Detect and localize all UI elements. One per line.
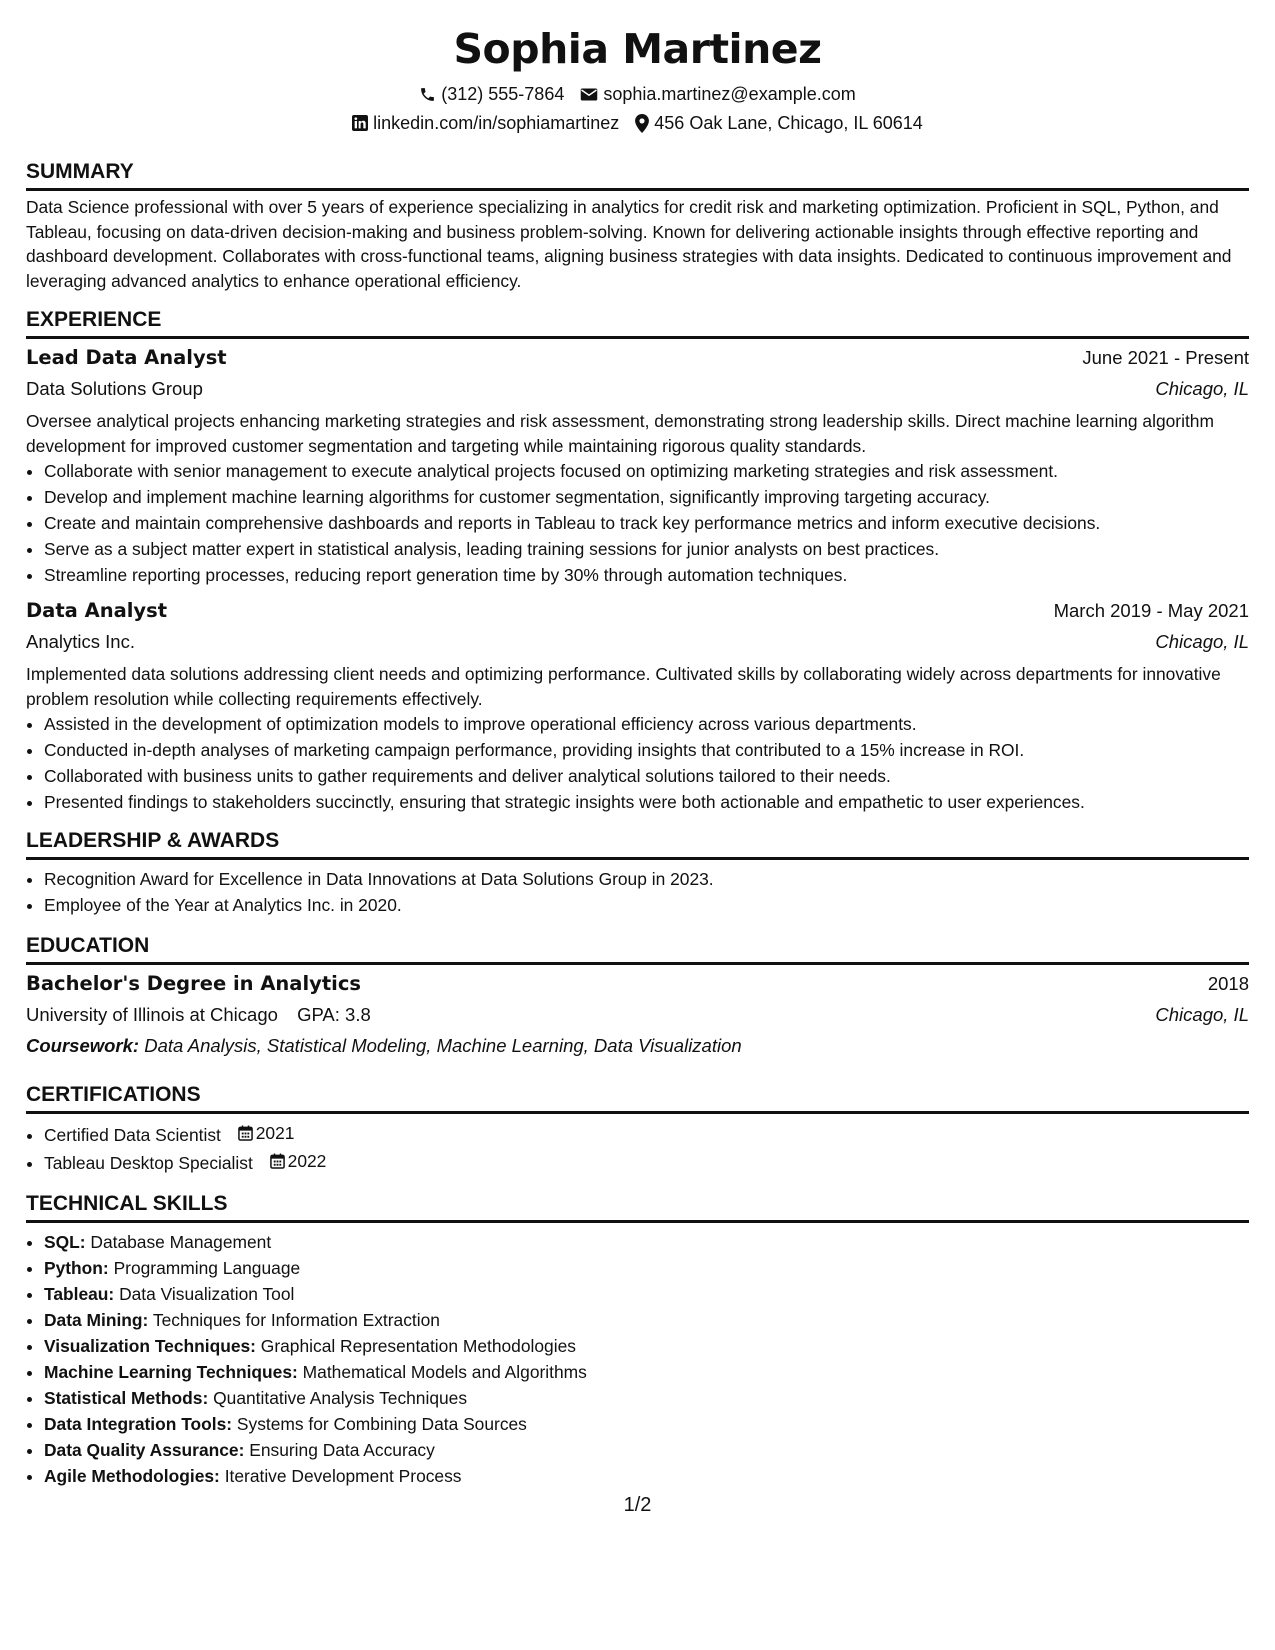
- awards-list: [26, 866, 1249, 918]
- linkedin-url[interactable]: linkedin.com/in/sophiamartinez: [373, 113, 620, 133]
- skill-description: Ensuring Data Accuracy: [249, 1440, 435, 1460]
- envelope-icon: [580, 87, 598, 102]
- email-address[interactable]: sophia.martinez@example.com: [603, 84, 856, 104]
- experience-section: [26, 306, 1249, 815]
- job-bullet: • Presented findings to stakeholders succinctly, ensuring that strategic insights were both actionable and empathetic to user experiences.: [44, 789, 1249, 815]
- school-info: [26, 999, 371, 1031]
- contact-line-1: [26, 81, 1249, 107]
- job-subheader: [26, 626, 1249, 658]
- linkedin-icon: [352, 115, 368, 131]
- job-subheader: [26, 373, 1249, 405]
- gpa: GPA: 3.8: [297, 1004, 371, 1025]
- job-location: Chicago, IL: [1155, 631, 1249, 652]
- skill-name: Data Quality Assurance:: [44, 1440, 245, 1460]
- skill-item: [44, 1281, 1249, 1307]
- job-bullet: • Develop and implement machine learning algorithms for customer segmentation, significantly improving targeting accuracy.: [44, 484, 1249, 510]
- coursework: [26, 1031, 1249, 1061]
- phone-contact: [419, 81, 564, 107]
- skill-item: [44, 1255, 1249, 1281]
- job-description: Implemented data solutions addressing client needs and optimizing performance. Cultivated skills by collaborating widely across departments for innovative problem resolution while collecting requirements effectively.: [26, 664, 1221, 709]
- skill-item: [44, 1333, 1249, 1359]
- skill-item: [44, 1229, 1249, 1255]
- summary-heading: SUMMARY: [26, 158, 1249, 191]
- certification-year: 2021: [255, 1123, 295, 1143]
- skill-name: Python:: [44, 1258, 109, 1278]
- email-contact[interactable]: [580, 81, 855, 107]
- address-contact: [635, 110, 923, 136]
- street-address: 456 Oak Lane, Chicago, IL 60614: [654, 113, 923, 133]
- job-title: Data Analyst: [26, 599, 168, 622]
- education-heading: EDUCATION: [26, 932, 1249, 965]
- skill-name: SQL:: [44, 1232, 86, 1252]
- certification-name: Tableau Desktop Specialist: [44, 1153, 253, 1173]
- skill-name: Tableau:: [44, 1284, 115, 1304]
- experience-heading: EXPERIENCE: [26, 306, 1249, 339]
- coursework-list: Data Analysis, Statistical Modeling, Machine Learning, Data Visualization: [144, 1035, 742, 1056]
- page-number: 1/2: [623, 1494, 652, 1516]
- award-item: • Recognition Award for Excellence in Data Innovations at Data Solutions Group in 2023.: [44, 866, 1249, 892]
- job-bullet: • Collaborate with senior management to execute analytical projects focused on optimizing marketing strategies and risk assessment.: [44, 458, 1249, 484]
- skill-item: [44, 1437, 1249, 1463]
- job-description: Oversee analytical projects enhancing marketing strategies and risk assessment, demonstrating strong leadership skills. Direct machine learning algorithm development for improved customer segmentation and targeting while maintaining rigorous quality standards.: [26, 411, 1214, 456]
- skill-description: Quantitative Analysis Techniques: [213, 1388, 468, 1408]
- school-name: University of Illinois at Chicago: [26, 1004, 278, 1025]
- certification-date: [238, 1120, 295, 1146]
- job-bullet: • Conducted in-depth analyses of marketing campaign performance, providing insights that contributed to a 15% increase in ROI.: [44, 737, 1249, 763]
- coursework-label: Coursework:: [26, 1035, 140, 1056]
- certification-item: [44, 1120, 1249, 1148]
- summary-text: Data Science professional with over 5 years of experience specializing in analytics for credit risk and marketing optimization. Proficient in SQL, Python, and Tableau, focusing on data-driven decision-making and business problem-solving. Known for delivering actionable insights through effective reporting and dashboard development. Collaborates with cross-functional teams, aligning business strategies with data insights. Dedicated to continuous improvement and leveraging advanced analytics to enhance operational efficiency.: [26, 197, 1232, 291]
- job-title: Lead Data Analyst: [26, 346, 227, 369]
- graduation-year: 2018: [1207, 973, 1249, 994]
- skill-name: Agile Methodologies:: [44, 1466, 220, 1486]
- certifications-heading: CERTIFICATIONS: [26, 1081, 1249, 1114]
- skills-heading: TECHNICAL SKILLS: [26, 1190, 1249, 1223]
- job-bullet: • Create and maintain comprehensive dashboards and reports in Tableau to track key performance metrics and inform executive decisions.: [44, 510, 1249, 536]
- job-bullet: • Collaborated with business units to gather requirements and deliver analytical solutions tailored to their needs.: [44, 763, 1249, 789]
- awards-heading: LEADERSHIP & AWARDS: [26, 827, 1249, 860]
- job-bullet: • Serve as a subject matter expert in statistical analysis, leading training sessions for junior analysts on best practices.: [44, 536, 1249, 562]
- awards-section: [26, 827, 1249, 918]
- company-name: Analytics Inc.: [26, 631, 135, 652]
- calendar-icon: [238, 1125, 253, 1141]
- skill-item: [44, 1385, 1249, 1411]
- summary-section: [26, 158, 1249, 293]
- job-header: [26, 343, 1249, 373]
- degree-row: [26, 969, 1249, 999]
- resume-content: [26, 20, 1249, 1489]
- skill-name: Machine Learning Techniques:: [44, 1362, 298, 1382]
- skill-description: Database Management: [90, 1232, 272, 1252]
- education-section: [26, 932, 1249, 1061]
- job-header: [26, 596, 1249, 626]
- map-pin-icon: [635, 114, 649, 133]
- skill-item: [44, 1307, 1249, 1333]
- school-row: [26, 999, 1249, 1031]
- job-dates: March 2019 - May 2021: [1053, 600, 1249, 621]
- skill-description: Data Visualization Tool: [119, 1284, 295, 1304]
- skill-description: Systems for Combining Data Sources: [236, 1414, 527, 1434]
- certification-date: [270, 1148, 327, 1174]
- certification-year: 2022: [287, 1151, 327, 1171]
- job-entry: [26, 596, 1249, 815]
- award-item: • Employee of the Year at Analytics Inc. in 2020.: [44, 892, 1249, 918]
- job-location: Chicago, IL: [1155, 378, 1249, 399]
- skills-section: [26, 1190, 1249, 1489]
- skill-description: Graphical Representation Methodologies: [260, 1336, 576, 1356]
- skill-name: Data Integration Tools:: [44, 1414, 233, 1434]
- contact-line-2: [26, 110, 1249, 136]
- certification-item: [44, 1148, 1249, 1176]
- degree-name: Bachelor's Degree in Analytics: [26, 972, 362, 995]
- company-name: Data Solutions Group: [26, 378, 203, 399]
- skill-description: Techniques for Information Extraction: [152, 1310, 440, 1330]
- skill-name: Visualization Techniques:: [44, 1336, 256, 1356]
- job-bullet: • Assisted in the development of optimization models to improve operational efficiency across various departments.: [44, 711, 1249, 737]
- certifications-section: [26, 1081, 1249, 1176]
- job-bullets: [26, 711, 1249, 815]
- skill-item: [44, 1463, 1249, 1489]
- school-location: Chicago, IL: [1155, 1004, 1249, 1025]
- certifications-list: [26, 1120, 1249, 1176]
- skill-description: Mathematical Models and Algorithms: [302, 1362, 587, 1382]
- skills-list: [26, 1229, 1249, 1489]
- calendar-icon: [270, 1153, 285, 1169]
- phone-icon: [419, 86, 436, 103]
- job-bullets: [26, 458, 1249, 588]
- job-bullet: • Streamline reporting processes, reducing report generation time by 30% through automation techniques.: [44, 562, 1249, 588]
- linkedin-contact[interactable]: [352, 110, 619, 136]
- job-dates: June 2021 - Present: [1082, 347, 1249, 368]
- skill-item: [44, 1359, 1249, 1385]
- candidate-name: Sophia Martinez: [453, 25, 822, 73]
- certification-name: Certified Data Scientist: [44, 1125, 221, 1145]
- job-entry: [26, 343, 1249, 588]
- skill-name: Statistical Methods:: [44, 1388, 209, 1408]
- skill-name: Data Mining:: [44, 1310, 149, 1330]
- skill-item: [44, 1411, 1249, 1437]
- phone-number: (312) 555-7864: [441, 84, 565, 104]
- skill-description: Programming Language: [113, 1258, 301, 1278]
- skill-description: Iterative Development Process: [224, 1466, 462, 1486]
